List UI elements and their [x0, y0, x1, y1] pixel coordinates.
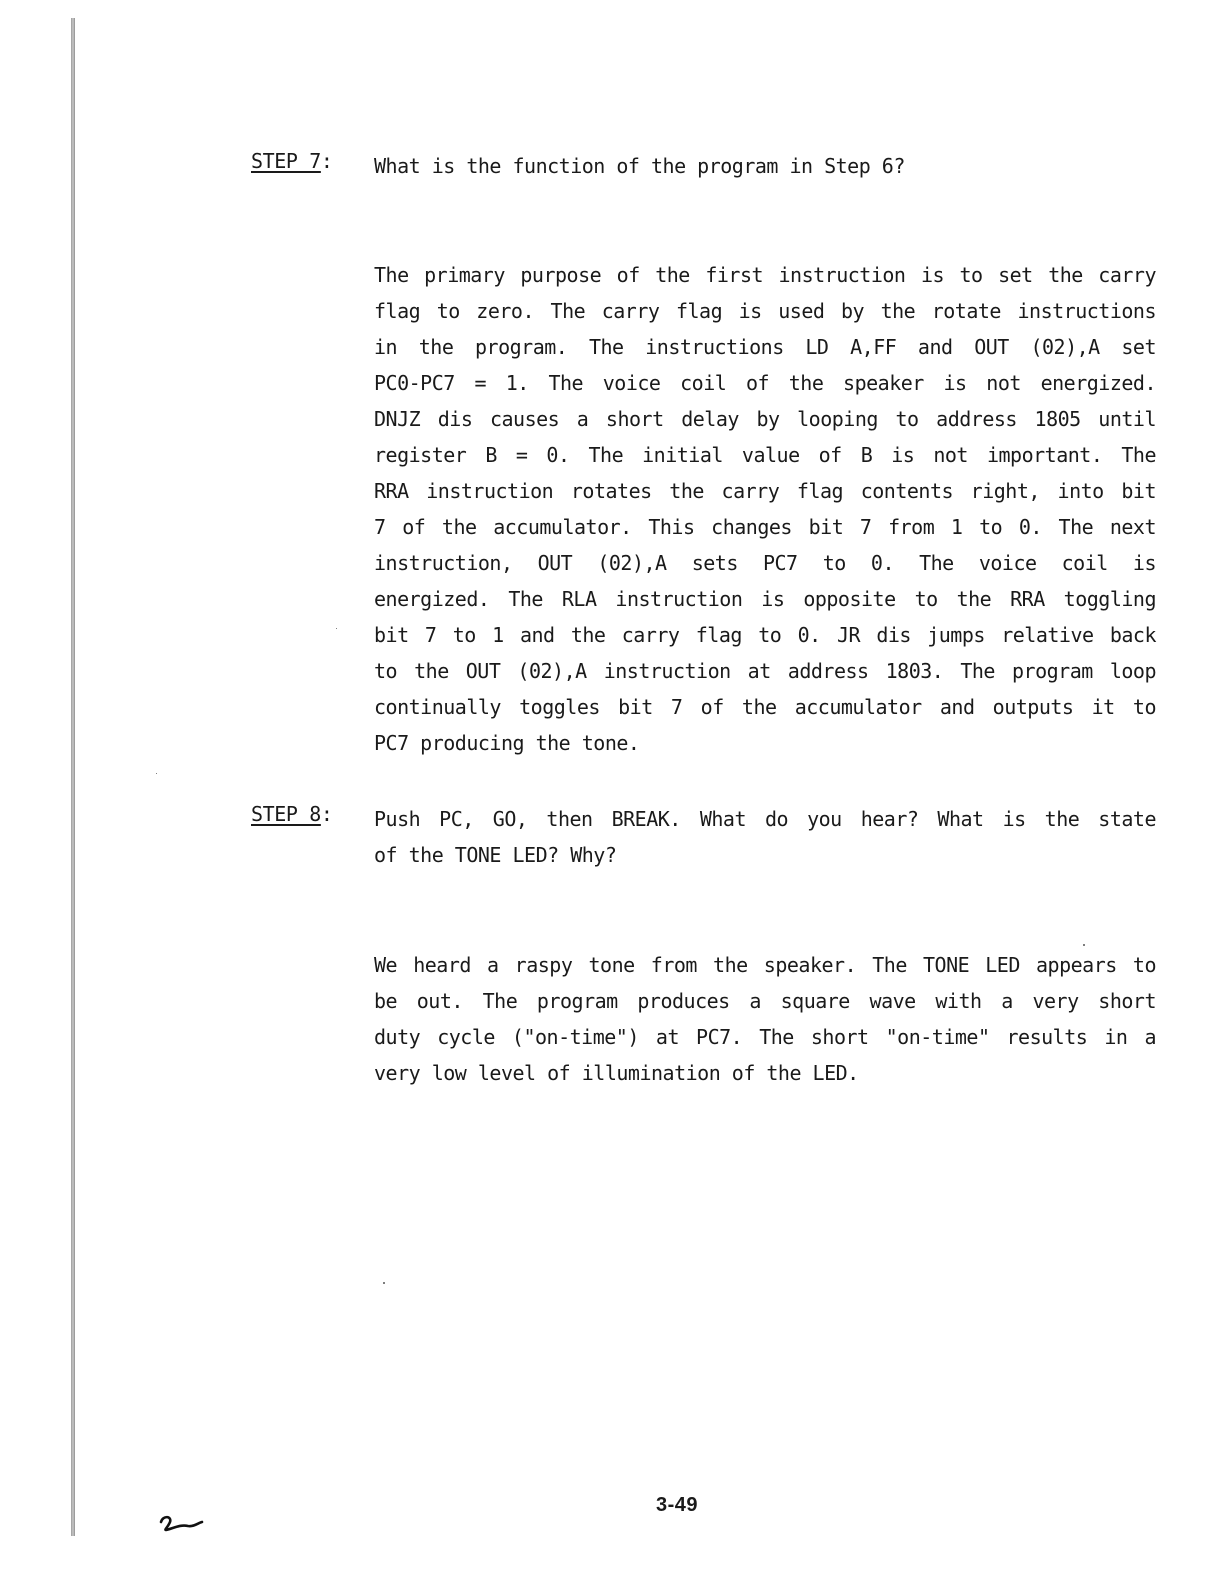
step-7-answer	[374, 257, 1156, 761]
step-8-answer-line: We heard a raspy tone from the speaker. The TONE LED appears to	[374, 953, 1156, 977]
step-7-answer-line: RRA instruction rotates the carry flag contents right, into bit	[374, 479, 1156, 503]
step-8-answer	[374, 947, 1156, 1091]
page-binding-edge	[71, 18, 75, 1536]
step-7-answer-line: PC7 producing the tone.	[374, 731, 640, 755]
step-7-answer-line: instruction, OUT (02),A sets PC7 to 0. The voice coil is	[374, 551, 1156, 575]
step-7-label-colon: :	[320, 149, 333, 173]
scan-speck	[156, 773, 157, 774]
step-7-answer-line: to the OUT (02),A instruction at address 1803. The program loop	[374, 659, 1156, 683]
step-7-answer-line: flag to zero. The carry flag is used by the rotate instructions	[374, 299, 1156, 323]
step-7-answer-line: in the program. The instructions LD A,FF and OUT (02),A set	[374, 335, 1156, 359]
step-8-label-text: STEP 8	[251, 802, 321, 826]
step-8-answer-line: be out. The program produces a square wave with a very short	[374, 989, 1156, 1013]
step-7-answer-line: continually toggles bit 7 of the accumulator and outputs it to	[374, 695, 1156, 719]
step-7-label	[251, 149, 333, 173]
step-7-answer-line: DNJZ dis causes a short delay by looping to address 1805 until	[374, 407, 1156, 431]
step-7-answer-line: PC0-PC7 = 1. The voice coil of the speaker is not energized.	[374, 371, 1156, 395]
scan-speck	[336, 628, 337, 629]
step-7-answer-line: bit 7 to 1 and the carry flag to 0. JR dis jumps relative back	[374, 623, 1156, 647]
step-8-answer-line: very low level of illumination of the LED.	[374, 1061, 859, 1085]
step-8-question-line: Push PC, GO, then BREAK. What do you hear? What is the state	[374, 807, 1156, 831]
step-8-question-line: of the TONE LED? Why?	[374, 843, 617, 867]
step-7-answer-line: The primary purpose of the first instruction is to set the carry	[374, 263, 1156, 287]
step-8-label-colon: :	[320, 802, 333, 826]
step-8-question	[374, 801, 1156, 873]
step-7-answer-line: register B = 0. The initial value of B is not important. The	[374, 443, 1156, 467]
scan-speck	[383, 1282, 385, 1284]
step-7-question-line: What is the function of the program in Step 6?	[374, 154, 905, 178]
step-7-answer-line: 7 of the accumulator. This changes bit 7 from 1 to 0. The next	[374, 515, 1156, 539]
step-7-question	[374, 148, 1156, 184]
step-7-label-text: STEP 7	[251, 149, 321, 173]
step-7-answer-line: energized. The RLA instruction is opposite to the RRA toggling	[374, 587, 1156, 611]
scan-speck	[1083, 944, 1085, 946]
page-number: 3-49	[656, 1494, 699, 1516]
handwritten-mark	[158, 1512, 206, 1536]
step-8-answer-line: duty cycle ("on-time") at PC7. The short "on-time" results in a	[374, 1025, 1156, 1049]
step-8-label	[251, 802, 333, 826]
